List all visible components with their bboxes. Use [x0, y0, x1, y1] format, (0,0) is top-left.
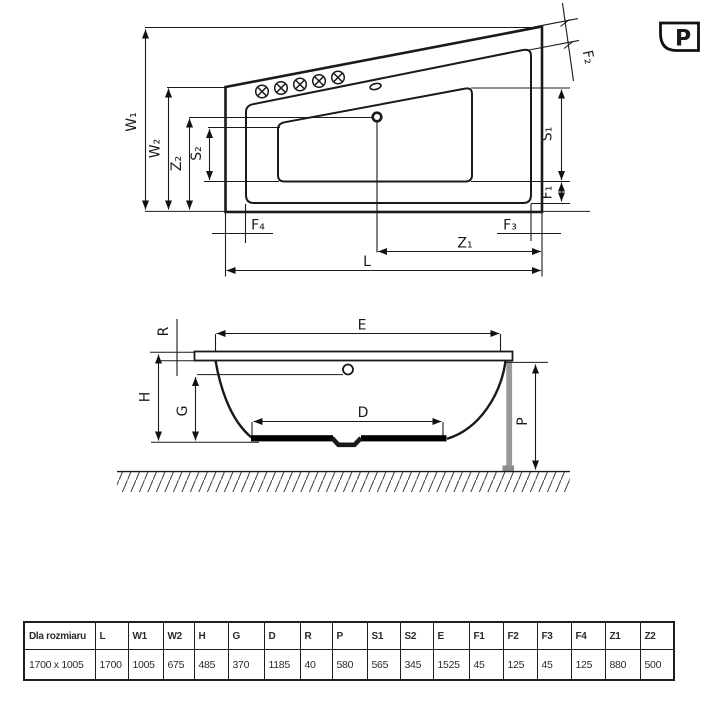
label-f3: F₃: [503, 217, 517, 234]
dimensions-table: [23, 621, 675, 681]
table-data-cell: 40: [300, 650, 332, 681]
table-data-cell: 45: [537, 650, 571, 681]
label-d: D: [357, 405, 369, 421]
dim-f4: [212, 204, 273, 277]
table-header-cell: R: [300, 622, 332, 650]
table-header-cell: Z1: [605, 622, 640, 650]
tub-basin-outline: [278, 88, 472, 181]
side-view-drawing: [117, 318, 570, 493]
table-data-cell: 565: [367, 650, 400, 681]
dim-e: [216, 334, 501, 353]
table-data-cell: 1525: [433, 650, 469, 681]
table-header-cell: W2: [163, 622, 194, 650]
table-data-cell: 1185: [264, 650, 300, 681]
table-header-cell: F3: [537, 622, 571, 650]
table-data-cell: 500: [640, 650, 674, 681]
table-data-cell: 345: [400, 650, 433, 681]
table-data-cell: 45: [469, 650, 503, 681]
label-f1: F₁: [539, 185, 556, 200]
label-g: G: [175, 405, 191, 417]
table-header-cell: Dla rozmiaru: [24, 622, 95, 650]
top-view-drawing: [124, 3, 597, 277]
label-h: H: [137, 391, 154, 403]
label-e: E: [357, 317, 367, 334]
dim-l: [227, 213, 543, 277]
table-data-cell: 880: [605, 650, 640, 681]
table-data-cell: 125: [571, 650, 605, 681]
table-data-cell: 1700: [95, 650, 128, 681]
floor-hatching: [117, 472, 570, 492]
table-header-cell: W1: [128, 622, 163, 650]
tub-bottom: [251, 435, 447, 445]
table-data-cell: 1700 x 1005: [24, 650, 95, 681]
table-data-row: [24, 650, 674, 681]
dim-d: [252, 422, 443, 437]
overflow-hole: [369, 82, 381, 90]
tub-rim-inner-outline: [246, 50, 531, 203]
jet-icon: [332, 71, 345, 84]
label-l: L: [363, 254, 371, 270]
label-s2: S₂: [189, 146, 205, 161]
label-z2: Z₂: [169, 155, 185, 172]
tub-right-wall: [447, 361, 506, 439]
orientation-icon: [661, 23, 699, 52]
label-f2: F₂: [578, 48, 598, 66]
table-header-cell: S1: [367, 622, 400, 650]
label-w2: W₂: [147, 138, 164, 159]
jet-icon: [294, 78, 307, 91]
label-f4: F₄: [251, 217, 265, 234]
table-data-cell: 1005: [128, 650, 163, 681]
tub-rim-side: [195, 352, 513, 361]
label-r: R: [156, 326, 172, 337]
table-data-cell: 370: [228, 650, 264, 681]
label-w1: W₁: [124, 112, 140, 132]
dim-f2: [529, 3, 579, 81]
jet-icon: [313, 75, 326, 88]
overflow-hole-side: [343, 365, 353, 375]
table-header-row: [24, 622, 674, 650]
label-p: P: [515, 417, 531, 426]
label-s1: S₁: [539, 126, 556, 142]
table-data-cell: 485: [194, 650, 228, 681]
panel-foot: [503, 466, 515, 472]
drain-hole: [373, 113, 382, 122]
table-header-cell: G: [228, 622, 264, 650]
table-data-cell: 580: [332, 650, 367, 681]
jet-icon: [256, 85, 269, 98]
table-header-cell: S2: [400, 622, 433, 650]
jet-icon: [275, 82, 288, 95]
table-header-cell: D: [264, 622, 300, 650]
table-header-cell: H: [194, 622, 228, 650]
table-data-cell: 675: [163, 650, 194, 681]
table-header-cell: F4: [571, 622, 605, 650]
table-header-cell: E: [433, 622, 469, 650]
wall-panel: [506, 362, 512, 471]
table-header-cell: F1: [469, 622, 503, 650]
table-header-cell: L: [95, 622, 128, 650]
table-data-cell: 125: [503, 650, 537, 681]
orientation-letter: P: [674, 26, 692, 52]
label-z1: Z₁: [457, 235, 473, 252]
table-header-cell: P: [332, 622, 367, 650]
tub-outer-outline: [226, 27, 543, 213]
tub-left-wall: [216, 361, 252, 438]
table-header-cell: F2: [503, 622, 537, 650]
table-header-cell: Z2: [640, 622, 674, 650]
